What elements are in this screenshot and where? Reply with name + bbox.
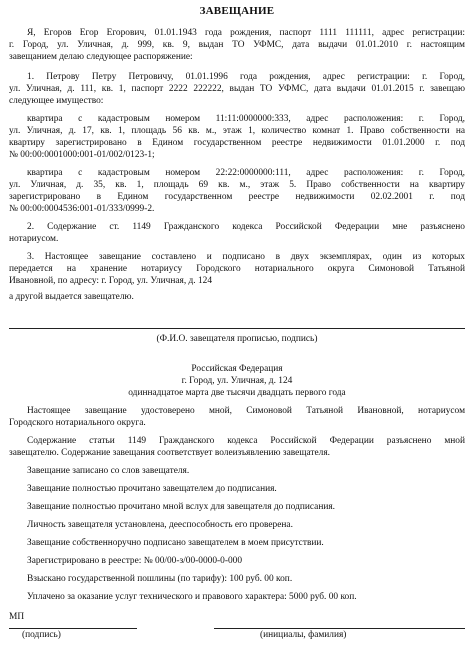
testator-signature-caption: (Ф.И.О. завещателя прописью, подпись) xyxy=(156,334,318,344)
notary-line-5: Завещание собственноручно подписано завещателем в моем присутствии. xyxy=(27,538,324,548)
notary-line-8: Уплачено за оказание услуг технического и правового характера: 5000 руб. 00 коп. xyxy=(27,592,357,602)
signature-caption: (подпись) xyxy=(22,630,61,640)
property1-line-4: № 00:00:0001000:001-01/002/0123-1; xyxy=(9,150,155,160)
property2-line-4: № 00:00:0004536:001-01/333/0999-2. xyxy=(9,204,155,214)
item3-line-2: передается на хранение нотариусу Городского нотариального округа Симоновой Татьяной xyxy=(9,264,465,274)
property2-line-2: ул. Уличная, д. 35, кв. 1, площадь 69 кв. м., этаж 5. Право собственности на квартиру xyxy=(9,180,465,190)
notary-par2-line-1: Содержание статьи 1149 Гражданского кодекса Российской Федерации разъяснено мной xyxy=(27,436,465,446)
property1-line-1: квартира с кадастровым номером 11:11:0000000:333, адрес расположения: г. Город, xyxy=(27,114,465,124)
notary-line-4: Личность завещателя установлена, дееспособность его проверена. xyxy=(27,520,293,530)
notary-line-7: Взыскано государственной пошлины (по тарифу): 100 руб. 00 коп. xyxy=(27,574,293,584)
name-line xyxy=(214,628,465,629)
item1-line-3: следующее имущество: xyxy=(9,96,104,106)
notary-address: г. Город, ул. Уличная, д. 124 xyxy=(181,376,293,386)
intro-line-2: г. Город, ул. Уличная, д. 999, кв. 9, выдан ТО УФМС, дата выдачи 01.01.2010 г. настоящим xyxy=(9,40,465,50)
property1-line-3: квартиру зарегистрировано в Едином государственном реестре недвижимости 01.01.2000 г. под xyxy=(9,138,465,148)
property1-line-2: ул. Уличная, д. 17, кв. 1, площадь 56 кв. м., этаж 1, количество комнат 1. Право собственности на xyxy=(9,126,465,136)
item2-line-2: нотариусом. xyxy=(9,234,59,244)
property2-line-3: зарегистрировано в Едином государственном реестре недвижимости 02.02.2001 г. под xyxy=(9,192,465,202)
item2-line-1: 2. Содержание ст. 1149 Гражданского кодекса Российской Федерации мне разъяснено xyxy=(27,222,465,232)
notary-par1-line-2: Городского нотариального округа. xyxy=(9,418,146,428)
signature-line xyxy=(9,628,137,629)
notary-date: одиннадцатое марта две тысячи двадцать первого года xyxy=(128,388,346,398)
notary-par1-line-1: Настоящее завещание удостоверено мной, Симоновой Татьяной Ивановной, нотариусом xyxy=(27,406,465,416)
item1-line-1: 1. Петрову Петру Петровичу, 01.01.1996 года рождения, адрес регистрации: г. Город, xyxy=(27,72,465,82)
intro-line-1: Я, Егоров Егор Егорович, 01.01.1943 года рождения, паспорт 1111 111111, адрес регистрации: xyxy=(27,28,465,38)
item3-line-1: 3. Настоящее завещание составлено и подписано в двух экземплярах, один из которых xyxy=(27,252,465,262)
notary-country: Российская Федерация xyxy=(191,364,283,374)
document-title: ЗАВЕЩАНИЕ xyxy=(199,5,275,17)
notary-line-6: Зарегистрировано в реестре: № 00/00-з/00-0000-0-000 xyxy=(27,556,243,566)
notary-line-1: Завещание записано со слов завещателя. xyxy=(27,466,190,476)
notary-par2-line-2: завещателю. Содержание завещания соответствует волеизъявлению завещателя. xyxy=(9,448,331,458)
notary-line-2: Завещание полностью прочитано завещателем до подписания. xyxy=(27,484,277,494)
testator-signature-line xyxy=(9,328,465,329)
item3-line-4: а другой выдается завещателю. xyxy=(9,292,134,302)
seal-label: МП xyxy=(9,612,25,622)
notary-line-3: Завещание полностью прочитано мной вслух для завещателя до подписания. xyxy=(27,502,336,512)
item3-line-3: Ивановной, по адресу: г. Город, ул. Уличная, д. 124 xyxy=(9,276,213,286)
property2-line-1: квартира с кадастровым номером 22:22:0000000:111, адрес расположения: г. Город, xyxy=(27,168,465,178)
intro-line-3: завещанием делаю следующее распоряжение: xyxy=(9,52,193,62)
name-caption: (инициалы, фамилия) xyxy=(260,630,347,640)
item1-line-2: ул. Уличная, д. 111, кв. 1, паспорт 2222 222222, выдан ТО УФМС, дата выдачи 01.01.2015 г. завещаю xyxy=(9,84,465,94)
